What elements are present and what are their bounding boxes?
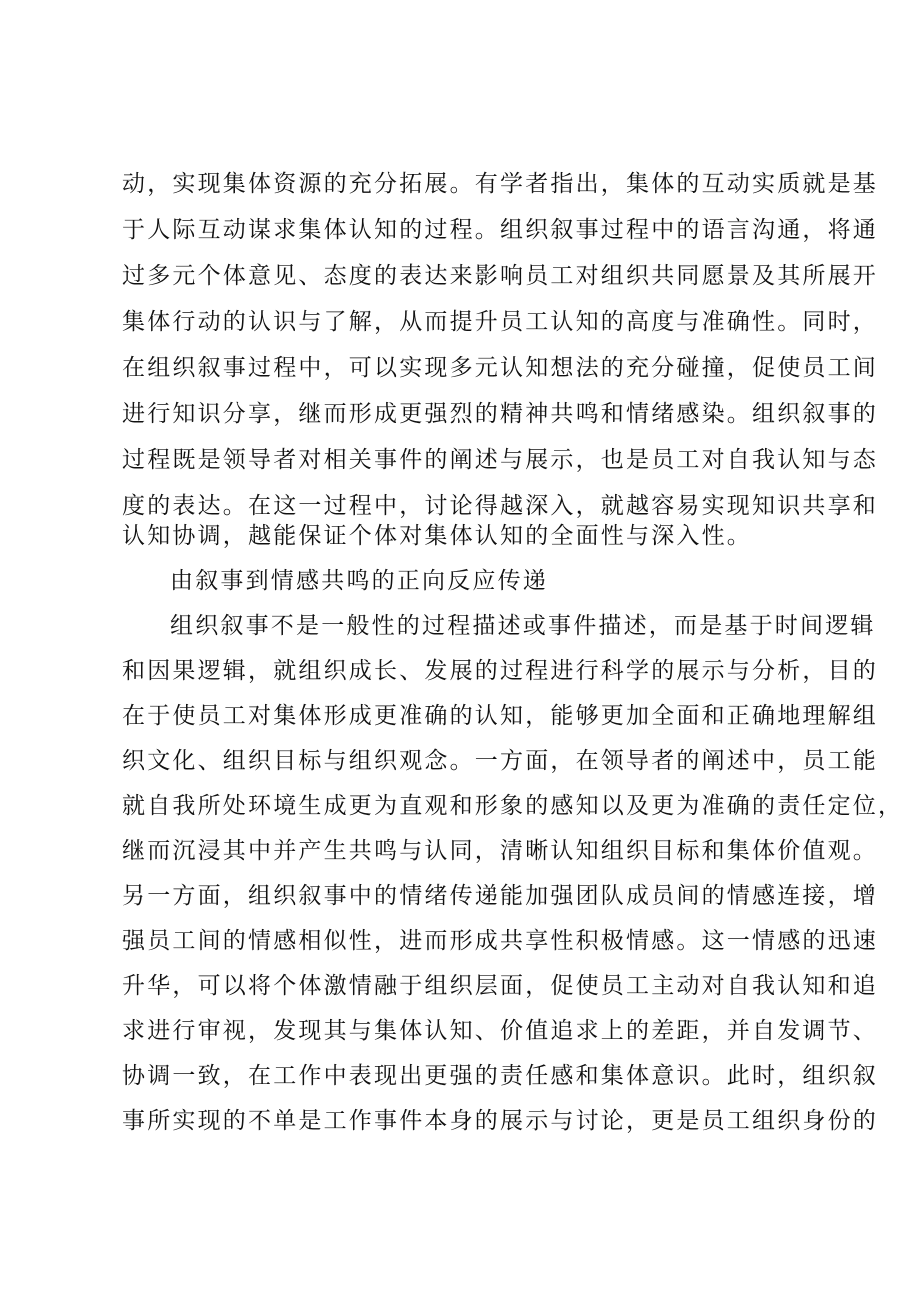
- paragraph-line: 过程既是领导者对相关事件的阐述与展示，也是员工对自我认知与态: [122, 447, 878, 473]
- paragraph-line: 在组织叙事过程中，可以实现多元认知想法的充分碰撞，促使员工间: [122, 355, 878, 381]
- paragraph-line: 另一方面，组织叙事中的情绪传递能加强团队成员间的情感连接，增: [122, 883, 878, 909]
- paragraph-line: 过多元个体意见、态度的表达来影响员工对组织共同愿景及其所展开: [122, 263, 878, 289]
- paragraph-line: 事所实现的不单是工作事件本身的展示与讨论，更是员工组织身份的: [122, 1108, 878, 1134]
- paragraph-line: 认知协调，越能保证个体对集体认知的全面性与深入性。: [122, 523, 752, 549]
- paragraph-line: 度的表达。在这一过程中，讨论得越深入，就越容易实现知识共享和: [122, 493, 878, 519]
- paragraph-line: 在于使员工对集体形成更准确的认知，能够更加全面和正确地理解组: [122, 703, 878, 729]
- paragraph-line: 集体行动的认识与了解，从而提升员工认知的高度与准确性。同时，: [122, 309, 878, 335]
- paragraph-line: 进行知识分享，继而形成更强烈的精神共鸣和情绪感染。组织叙事的: [122, 401, 878, 427]
- paragraph-line: 就自我所处环境生成更为直观和形象的感知以及更为准确的责任定位，: [122, 793, 904, 819]
- paragraph-line: 协调一致，在工作中表现出更强的责任感和集体意识。此时，组织叙: [122, 1063, 878, 1089]
- paragraph-line: 求进行审视，发现其与集体认知、价值追求上的差距，并自发调节、: [122, 1018, 878, 1044]
- paragraph-line: 继而沉浸其中并产生共鸣与认同，清晰认知组织目标和集体价值观。: [122, 838, 878, 864]
- section-heading: 由叙事到情感共鸣的正向反应传递: [170, 568, 548, 594]
- paragraph-line: 于人际互动谋求集体认知的过程。组织叙事过程中的语言沟通，将通: [122, 217, 878, 243]
- paragraph-line: 织文化、组织目标与组织观念。一方面，在领导者的阐述中，员工能: [122, 748, 878, 774]
- paragraph-line: 升华，可以将个体激情融于组织层面，促使员工主动对自我认知和追: [122, 973, 878, 999]
- paragraph-line: 强员工间的情感相似性，进而形成共享性积极情感。这一情感的迅速: [122, 928, 878, 954]
- paragraph-line: 组织叙事不是一般性的过程描述或事件描述，而是基于时间逻辑: [170, 613, 876, 639]
- paragraph-line: 动，实现集体资源的充分拓展。有学者指出，集体的互动实质就是基: [122, 171, 878, 197]
- paragraph-line: 和因果逻辑，就组织成长、发展的过程进行科学的展示与分析，目的: [122, 658, 878, 684]
